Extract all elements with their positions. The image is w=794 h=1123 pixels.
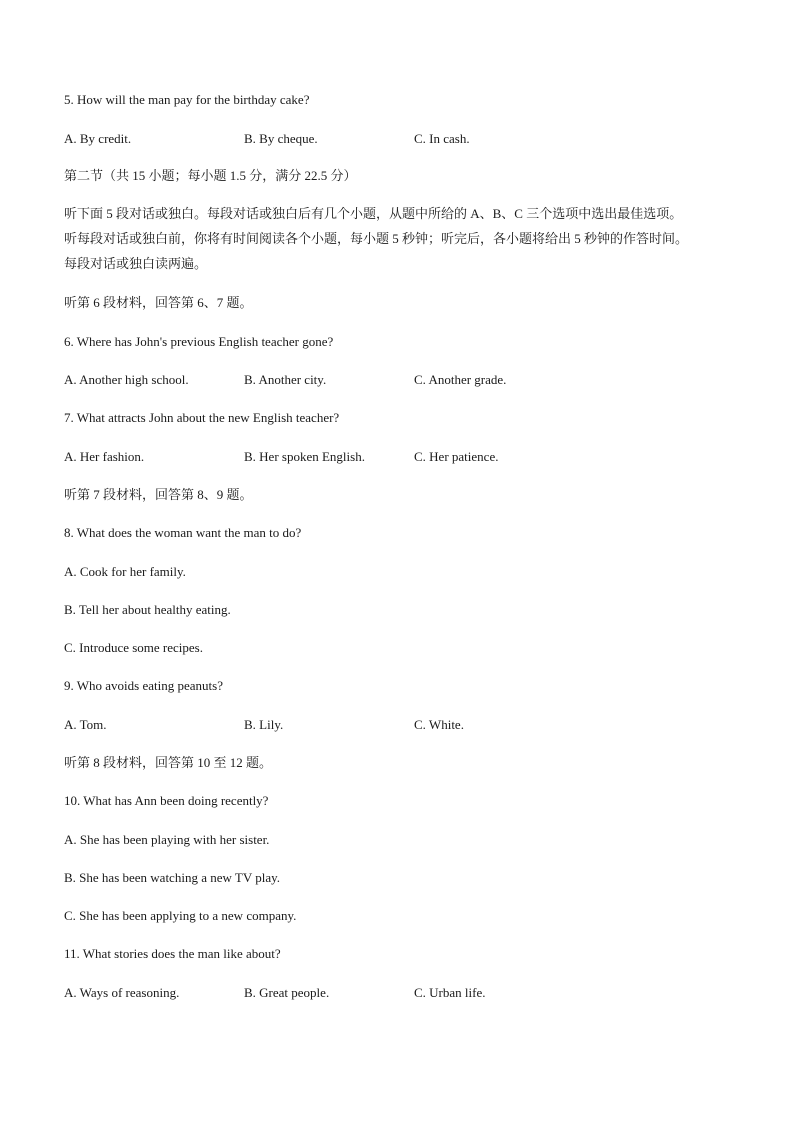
section-2-instructions (64, 201, 744, 276)
question-10-option-b: B. She has been watching a new TV play. (64, 870, 281, 885)
material-8-heading: 听第 8 段材料，回答第 10 至 12 题。 (64, 755, 273, 770)
option-a: A. By credit. (64, 131, 132, 146)
instruction-line: 听下面 5 段对话或独白。每段对话或独白后有几个小题，从题中所给的 A、B、C 三个选项中选出最佳选项。 (64, 206, 683, 221)
section-2-heading: 第二节（共 15 小题；每小题 1.5 分，满分 22.5 分） (64, 168, 357, 183)
question-6-options (64, 371, 744, 389)
option-a: A. Another high school. (64, 372, 189, 387)
option-b: B. Great people. (244, 985, 330, 1000)
option-a: A. Her fashion. (64, 449, 145, 464)
question-7: 7. What attracts John about the new English teacher? (64, 410, 340, 425)
question-8-option-b: B. Tell her about healthy eating. (64, 602, 231, 617)
question-5-options (64, 130, 744, 148)
question-10-option-a: A. She has been playing with her sister. (64, 832, 270, 847)
option-c: C. Urban life. (414, 985, 486, 1000)
question-11-options (64, 984, 744, 1002)
option-b: B. Lily. (244, 717, 284, 732)
question-8-option-c: C. Introduce some recipes. (64, 640, 203, 655)
question-9-options (64, 716, 744, 734)
option-a: A. Ways of reasoning. (64, 985, 180, 1000)
question-11: 11. What stories does the man like about? (64, 946, 281, 961)
option-c: C. Another grade. (414, 372, 507, 387)
option-c: C. In cash. (414, 131, 470, 146)
instruction-line: 每段对话或独白读两遍。 (64, 256, 208, 271)
option-b: B. Another city. (244, 372, 327, 387)
material-6-heading: 听第 6 段材料，回答第 6、7 题。 (64, 295, 253, 310)
option-a: A. Tom. (64, 717, 107, 732)
question-7-options (64, 448, 744, 466)
question-8: 8. What does the woman want the man to do? (64, 525, 302, 540)
question-5: 5. How will the man pay for the birthday cake? (64, 92, 310, 107)
option-c: C. White. (414, 717, 464, 732)
option-b: B. By cheque. (244, 131, 318, 146)
question-8-option-a: A. Cook for her family. (64, 564, 186, 579)
question-9: 9. Who avoids eating peanuts? (64, 678, 223, 693)
question-6: 6. Where has John's previous English teacher gone? (64, 334, 334, 349)
option-b: B. Her spoken English. (244, 449, 365, 464)
option-c: C. Her patience. (414, 449, 499, 464)
question-10: 10. What has Ann been doing recently? (64, 793, 269, 808)
question-10-option-c: C. She has been applying to a new company. (64, 908, 297, 923)
material-7-heading: 听第 7 段材料，回答第 8、9 题。 (64, 487, 253, 502)
instruction-line: 听每段对话或独白前，你将有时间阅读各个小题，每小题 5 秒钟；听完后，各小题将给出 5 秒钟的作答时间。 (64, 231, 689, 246)
